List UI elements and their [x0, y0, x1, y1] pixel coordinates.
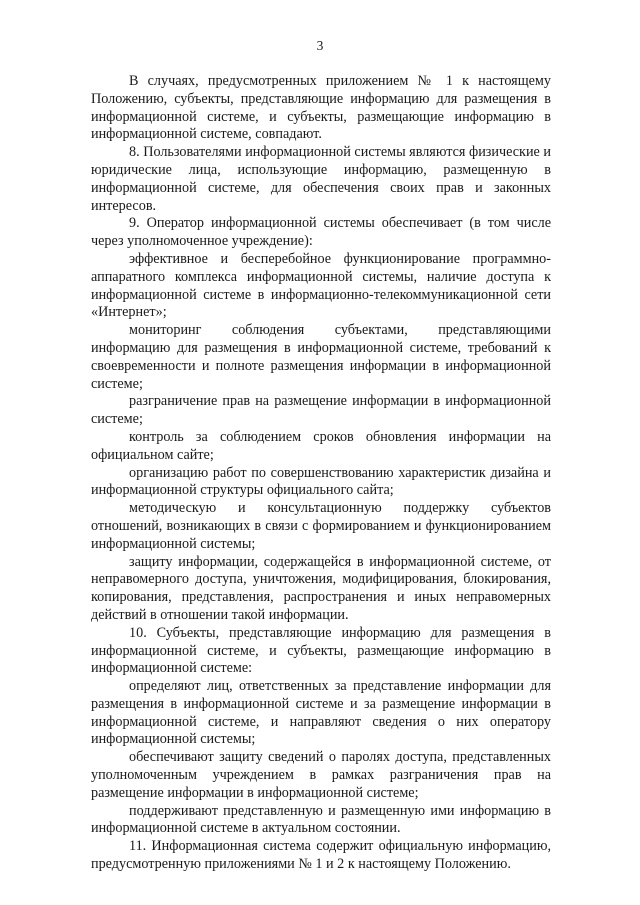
paragraph-9-item-monitoring: мониторинг соблюдения субъектами, представляющими информацию для размещения в информационной системе, требований к своевременности и полноте размещения информации в информационной системе;	[91, 322, 551, 392]
paragraph-9-item-design-improvement: организацию работ по совершенствованию характеристик дизайна и информационной структуры официального сайта;	[91, 464, 551, 499]
paragraph-9-item-functioning: эффективное и бесперебойное функционирование программно-аппаратного комплекса информационной системы, наличие доступа к информационной системе в информационно-телекоммуникационной сети «Интернет»;	[91, 250, 551, 321]
paragraph-10-subjects: 10. Субъекты, представляющие информацию для размещения в информационной системе, и субъекты, размещающие информацию в информационной системе:	[91, 624, 551, 677]
page-number: 3	[316, 38, 324, 53]
paragraph-10-item-actuality: поддерживают представленную и размещенную ими информацию в информационной системе в актуальном состоянии.	[91, 802, 551, 837]
paragraph-matching-subjects: В случаях, предусмотренных приложением № 1 к настоящему Положению, субъекты, представляющие информацию для размещения в информационной системе, и субъекты, размещающие информацию в информационной системе, совпадают.	[91, 73, 551, 143]
paragraph-9-item-access-rights: разграничение прав на размещение информации в информационной системе;	[91, 393, 551, 428]
paragraph-10-item-responsible-persons: определяют лиц, ответственных за представление информации для размещения в информационной системе и за размещение информации в информационной системе, и направляют сведения о них оператору информационной системы;	[91, 678, 551, 748]
paragraph-11-contents: 11. Информационная система содержит официальную информацию, предусмотренную приложениями № 1 и 2 к настоящему Положению.	[91, 838, 551, 873]
paragraph-9-item-information-protection: защиту информации, содержащейся в информационной системе, от неправомерного доступа, уничтожения, модифицирования, блокирования, копирования, представления, распространения и иных неправомерных действий в отношении такой информации.	[91, 553, 551, 623]
document-body	[91, 73, 551, 874]
paragraph-9-item-deadline-control: контроль за соблюдением сроков обновления информации на официальном сайте;	[91, 428, 551, 463]
paragraph-9-operator: 9. Оператор информационной системы обеспечивает (в том числе через уполномоченное учреждение):	[91, 215, 551, 250]
paragraph-9-item-methodical-support: методическую и консультационную поддержку субъектов отношений, возникающих в связи с формированием и функционированием информационной системы;	[91, 500, 551, 552]
paragraph-10-item-password-protection: обеспечивают защиту сведений о паролях доступа, представленных уполномоченным учреждением в рамках разграничения прав на размещение информации в информационной системе;	[91, 749, 551, 801]
paragraph-8-users: 8. Пользователями информационной системы являются физические и юридические лица, использующие информацию, размещенную в информационной системе, для обеспечения своих прав и законных интересов.	[91, 144, 551, 214]
